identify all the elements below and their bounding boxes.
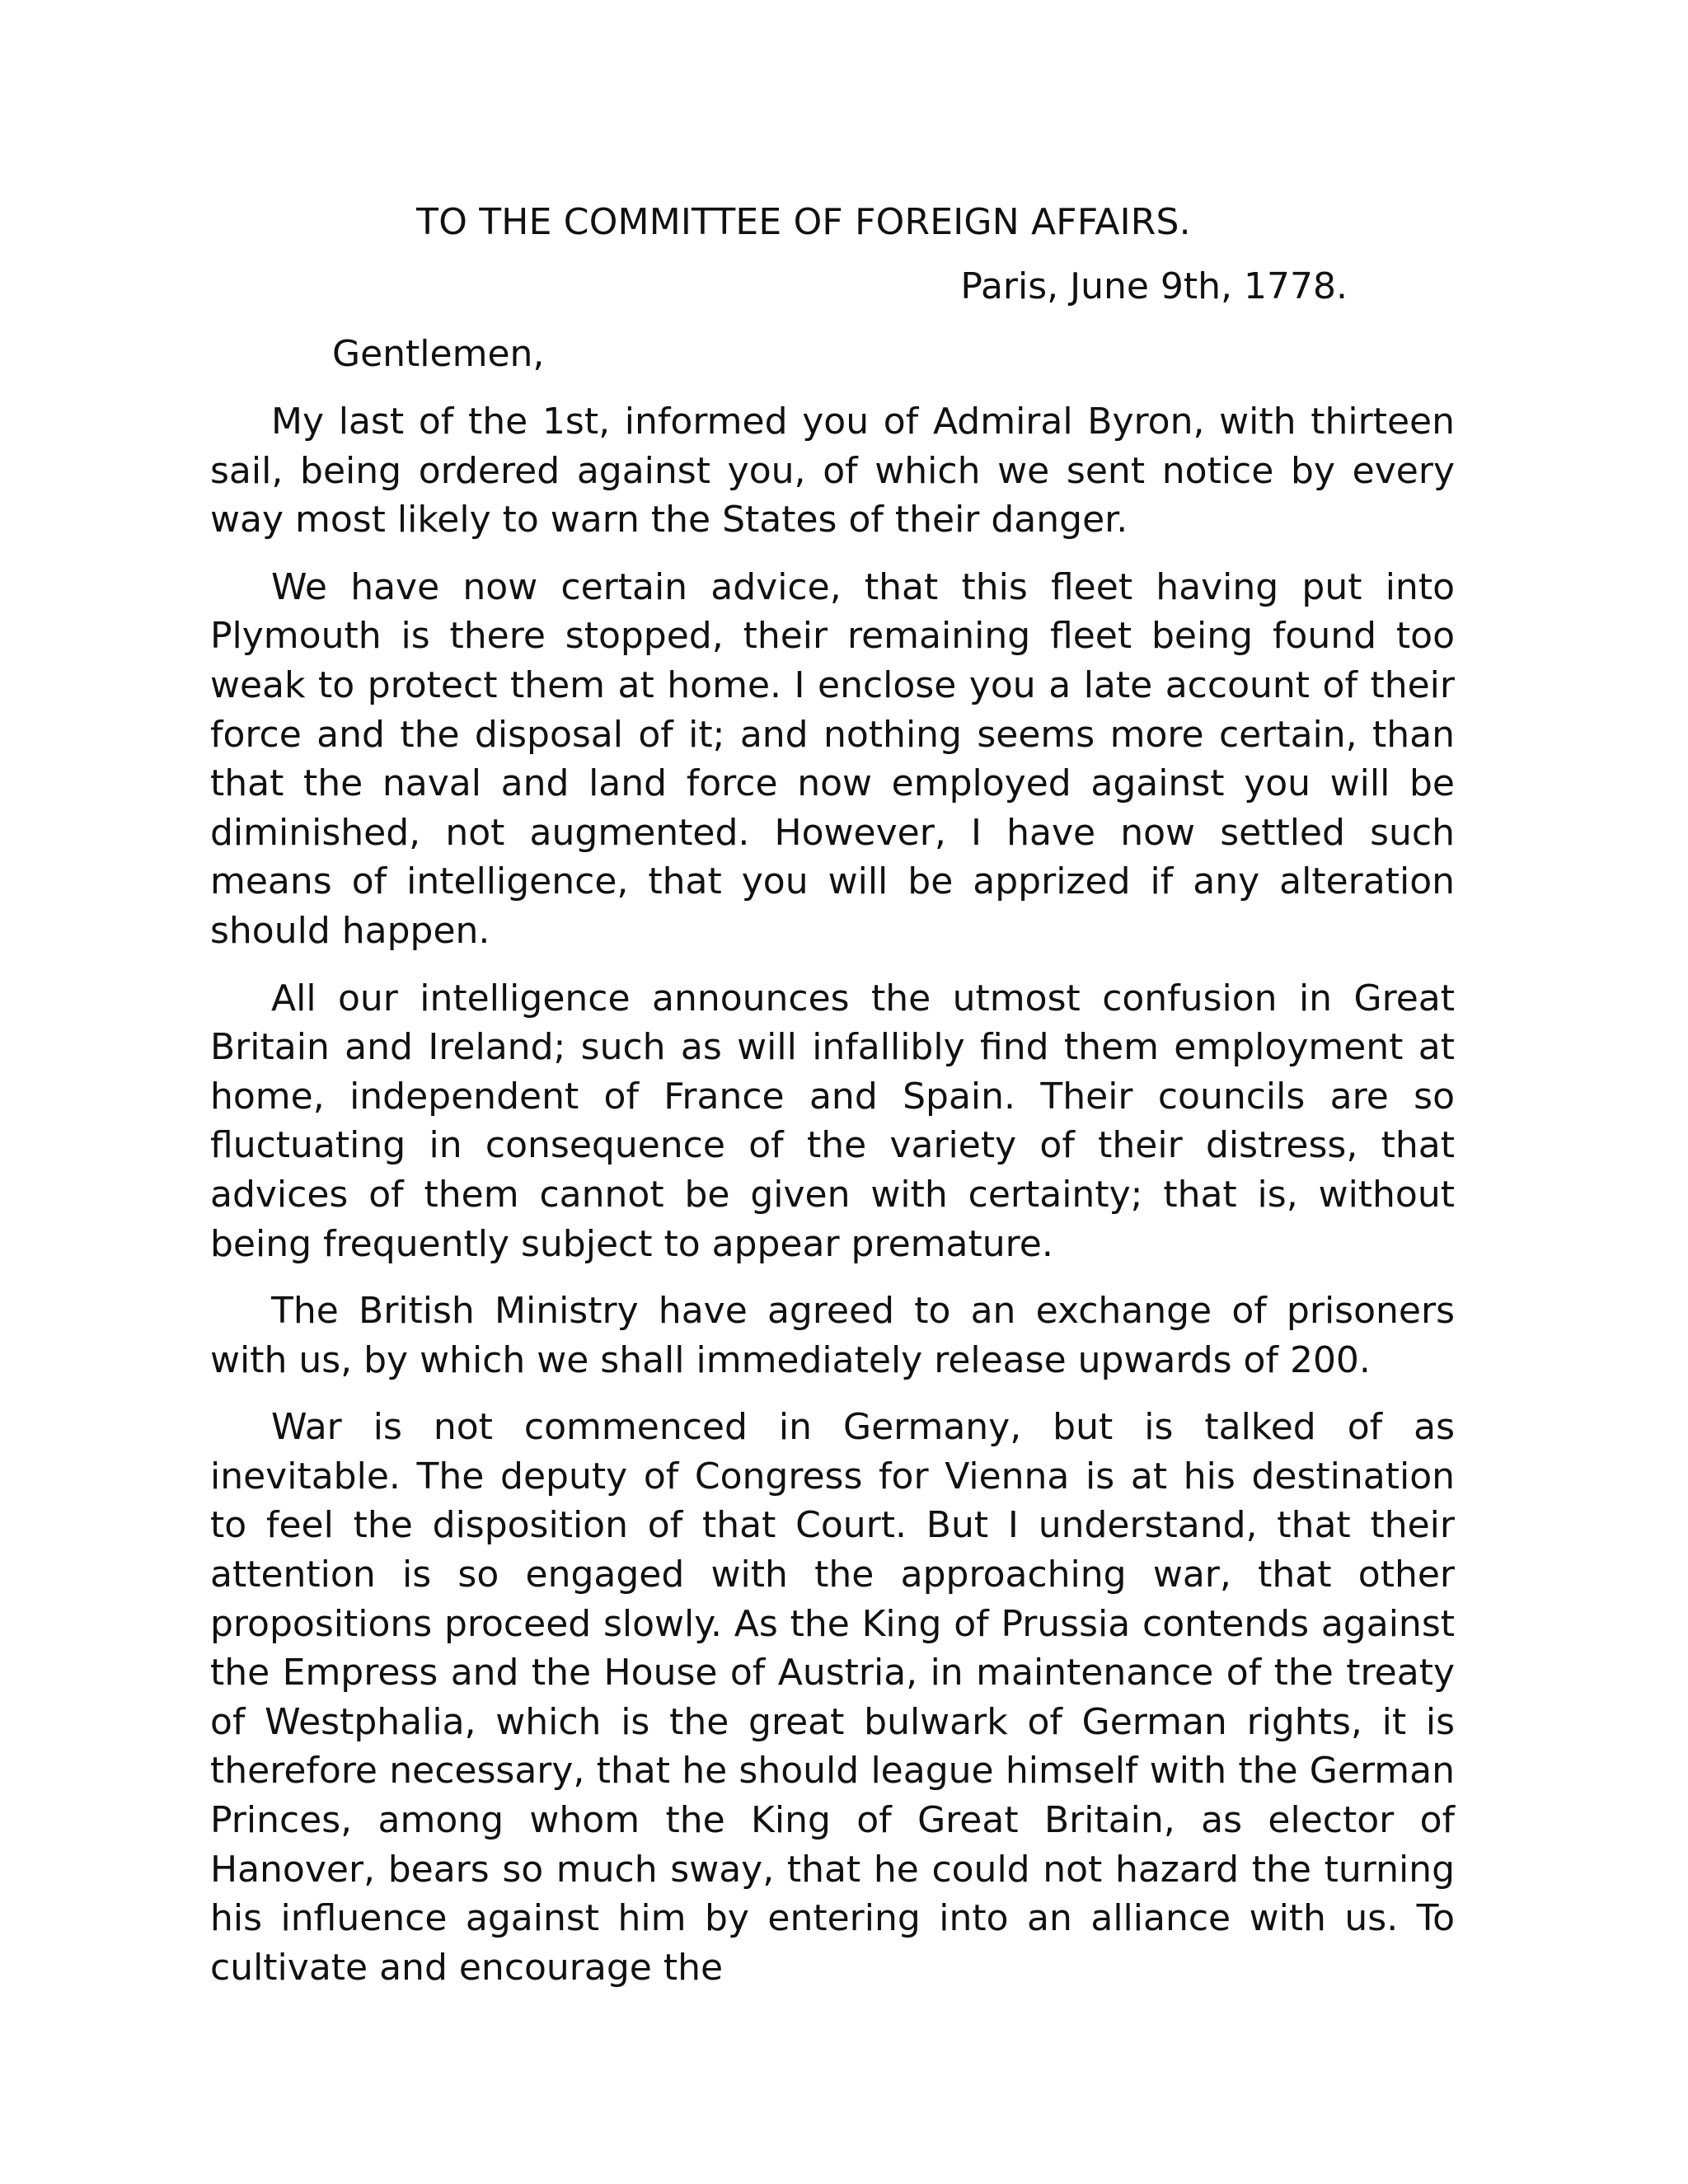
letter-dateline: Paris, June 9th, 1778. <box>960 265 1348 307</box>
paragraph: We have now certain advice, that this fleet having put into Plymouth is there stopped, their remaining fleet being found too weak to protect them at home. I enclose you a late account of their force and the disposal of it; and nothing seems more certain, than that the naval and land force now employed against you will be diminished, not augmented. However, I have now settled such means of intelligence, that you will be apprized if any alteration should happen. <box>210 565 1455 952</box>
paragraph: The British Ministry have agreed to an exchange of prisoners with us, by which we shall immediately release upwards of 200. <box>210 1290 1455 1381</box>
paragraph: My last of the 1st, informed you of Admiral Byron, with thirteen sail, being ordered against you, of which we sent notice by every way most likely to warn the States of their danger. <box>210 401 1455 541</box>
paragraph: All our intelligence announces the utmost confusion in Great Britain and Ireland; such as will infallibly find them employment at home, independent of France and Spain. Their councils are so fluctuating in consequence of the variety of their distress, that advices of them cannot be given with certainty; that is, without being frequently subject to appear premature. <box>210 977 1455 1265</box>
letter-salutation: Gentlemen, <box>332 333 545 375</box>
letter-heading: TO THE COMMITTEE OF FOREIGN AFFAIRS. <box>416 201 1191 243</box>
letter-body <box>210 198 1455 1992</box>
paragraph: War is not commenced in Germany, but is talked of as inevitable. The deputy of Congress for Vienna is at his destination to feel the disposition of that Court. But I understand, that their attention is so engaged with the approaching war, that other propositions proceed slowly. As the King of Prussia contends against the Empress and the House of Austria, in maintenance of the treaty of Westphalia, which is the great bulwark of German rights, it is therefore necessary, that he should league himself with the German Princes, among whom the King of Great Britain, as elector of Hanover, bears so much sway, that he could not hazard the turning his influence against him by entering into an alliance with us. To cultivate and encourage the <box>210 1406 1455 1989</box>
